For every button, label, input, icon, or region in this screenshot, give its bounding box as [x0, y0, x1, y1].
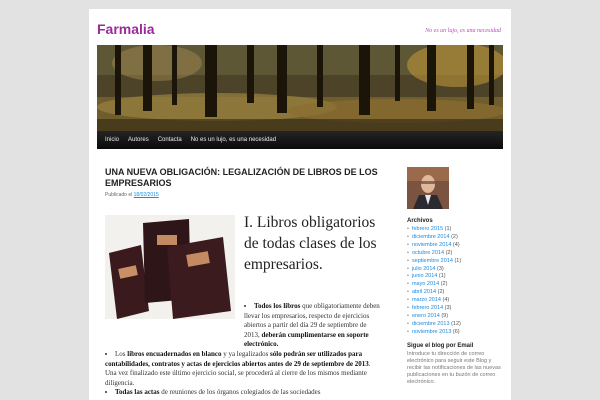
- bold-text: deberán cumplimentarse en soporte electrónico.: [244, 330, 369, 349]
- archive-count: (2): [437, 289, 445, 296]
- archive-link[interactable]: noviembre 2014: [411, 241, 452, 248]
- archive-item: [407, 305, 501, 313]
- archive-count: (3): [444, 305, 452, 312]
- archive-count: (2): [451, 233, 458, 240]
- nav-item-autores[interactable]: Autores: [128, 137, 149, 143]
- header-banner-image: [97, 45, 503, 131]
- archive-item: [407, 273, 501, 281]
- archive-link[interactable]: octubre 2014: [411, 249, 445, 256]
- archive-item: [407, 297, 501, 305]
- archive-item: [407, 321, 501, 329]
- post-body: [105, 302, 380, 398]
- archives-title: Archivos: [407, 218, 433, 224]
- archive-count: (4): [442, 297, 450, 304]
- archive-link[interactable]: julio 2014: [411, 265, 436, 272]
- page-container: [89, 9, 511, 400]
- archive-item: [407, 329, 501, 337]
- body-text: y ya legalizados: [221, 349, 271, 358]
- archive-count: (3): [437, 265, 444, 272]
- archive-count: (9): [441, 312, 449, 319]
- archive-link[interactable]: abril 2014: [411, 289, 437, 296]
- site-tagline: No es un lujo, es una necesidad: [425, 28, 501, 34]
- archive-link[interactable]: marzo 2014: [411, 297, 441, 304]
- list-item: [105, 388, 380, 398]
- archive-count: (4): [452, 241, 460, 248]
- body-text: Los: [115, 349, 128, 358]
- archive-item: [407, 258, 501, 266]
- body-text: de reuniones de los órganos colegiados de las sociedades: [159, 388, 321, 397]
- nav-item-contacta[interactable]: Contacta: [157, 137, 182, 143]
- nav-item-inicio[interactable]: Inicio: [105, 137, 120, 143]
- archive-count: (1): [454, 257, 462, 264]
- archive-link[interactable]: febrero 2014: [411, 305, 444, 312]
- archive-item: [407, 226, 501, 234]
- post-content: [105, 167, 380, 397]
- archive-count: (6): [452, 328, 460, 335]
- post-meta: [105, 192, 380, 198]
- bold-text: Todos los libros: [254, 302, 301, 310]
- author-avatar[interactable]: [407, 167, 449, 209]
- main-navigation: [97, 131, 503, 149]
- archive-count: (1): [444, 226, 452, 232]
- archive-item: [407, 313, 501, 321]
- archive-link[interactable]: septiembre 2014: [411, 257, 453, 264]
- list-item: [105, 350, 380, 388]
- body-text: que obligatoriamente deben llevar los empresarios, respecto de ejercicios abiertos a partir del día 29 de septiembre de 2013,: [244, 302, 380, 339]
- archive-count: (2): [440, 281, 448, 288]
- archive-link[interactable]: diciembre 2013: [411, 320, 450, 327]
- archive-item: [407, 234, 501, 242]
- body-text: . Una vez finalizado este último ejercicio social, se procederá al cierre de los mismos mediante diligencia.: [105, 359, 371, 387]
- archive-item: [407, 242, 501, 250]
- bold-text: Todas las actas: [115, 388, 160, 397]
- nav-item-tagline-page[interactable]: No es un lujo, es una necesidad: [190, 137, 277, 143]
- archive-link[interactable]: enero 2014: [411, 312, 440, 319]
- follow-title: Sigue el blog por Email: [407, 342, 474, 349]
- archive-list: [407, 226, 501, 337]
- post-heading: I. Libros obligatorios de todas clases de los empresarios.: [244, 214, 377, 273]
- site-title[interactable]: Farmalia: [97, 21, 155, 37]
- archive-link[interactable]: junio 2014: [411, 273, 438, 280]
- archive-count: (1): [438, 273, 446, 280]
- archive-count: (2): [445, 249, 453, 256]
- archive-item: [407, 266, 501, 274]
- sidebar: [407, 167, 501, 386]
- archive-link[interactable]: mayo 2014: [411, 281, 440, 288]
- follow-description: Introduce tu dirección de correo electrónico para seguir este Blog y recibir las notificaciones de las nuevas publicaciones en tu buzón de correo electrónico.: [407, 350, 501, 385]
- list-item: [244, 302, 380, 350]
- archive-item: [407, 281, 501, 289]
- archive-link[interactable]: febrero 2015: [411, 226, 444, 232]
- bold-text: sólo podrán ser utilizados para contabilidades, contratos y actas de ejercicios abiertos antes de 29 de septiembre de 2013: [105, 349, 369, 368]
- archive-link[interactable]: noviembre 2013: [411, 328, 452, 335]
- bold-text: libros encuadernados en blanco: [127, 349, 222, 358]
- published-label: Publicado el: [105, 192, 133, 198]
- post-title[interactable]: UNA NUEVA OBLIGACIÓN: LEGALIZACIÓN DE LIBROS DE LOS EMPRESARIOS: [105, 167, 378, 188]
- post-date-link[interactable]: 18/02/2015: [133, 192, 159, 198]
- archive-item: [407, 289, 501, 297]
- archive-link[interactable]: diciembre 2014: [411, 233, 450, 240]
- archive-item: [407, 250, 501, 258]
- archive-count: (12): [451, 320, 461, 327]
